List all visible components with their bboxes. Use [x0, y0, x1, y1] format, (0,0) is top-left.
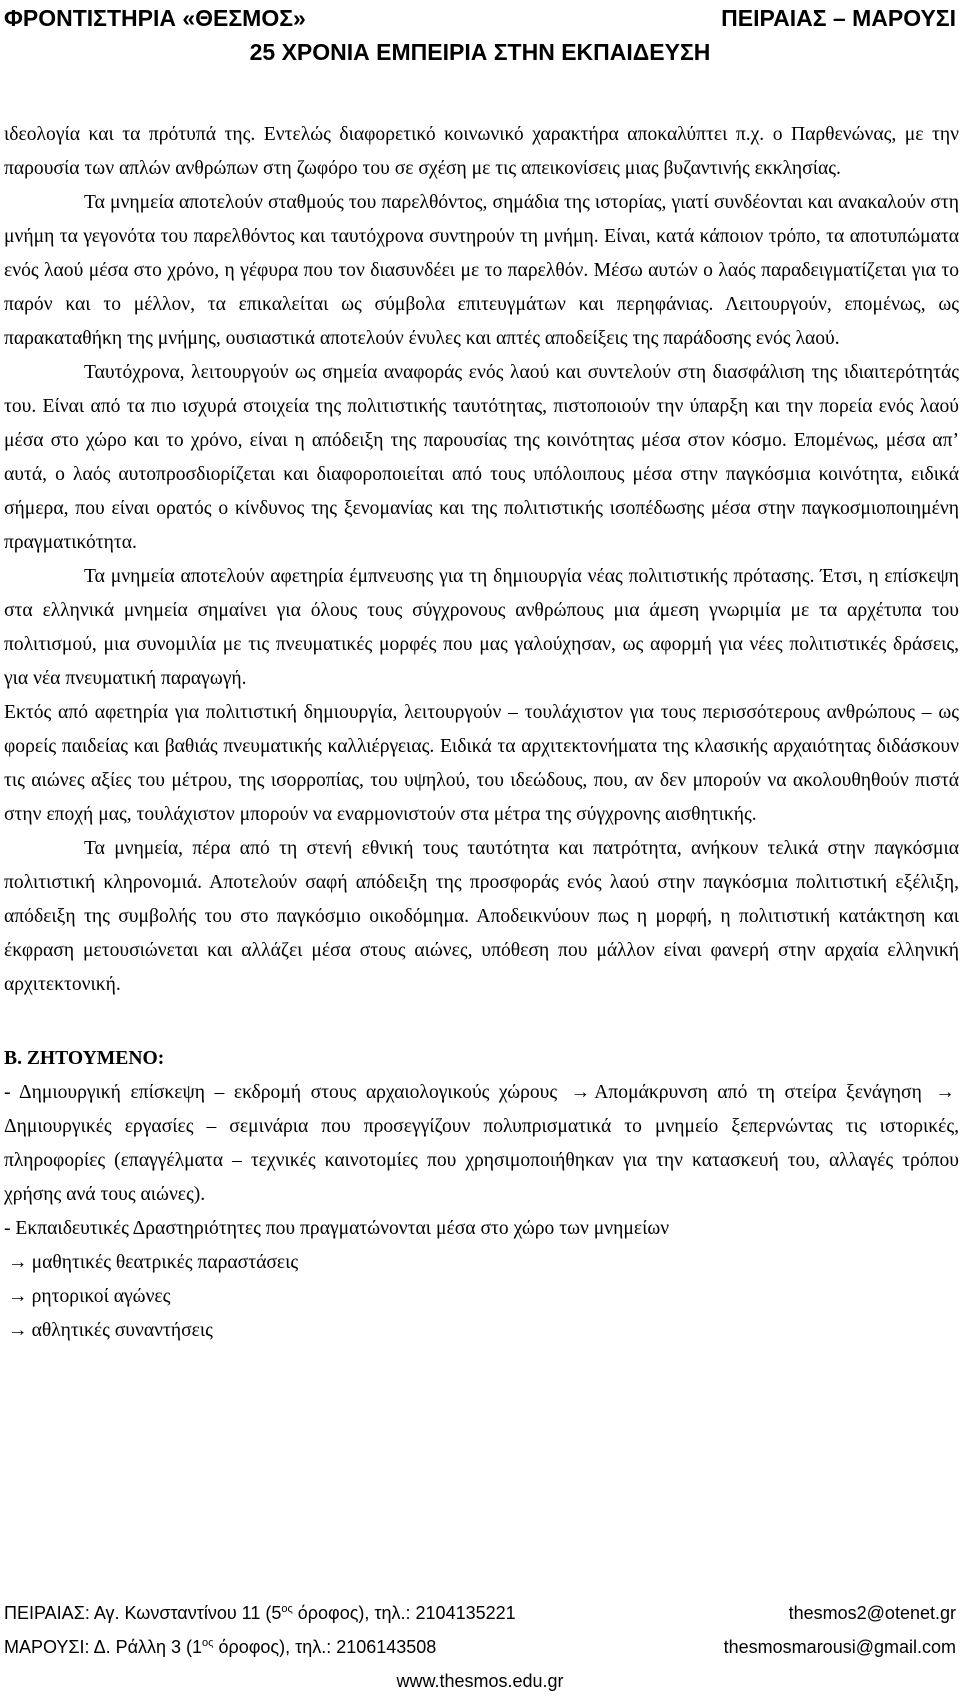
footer-marousi-row	[4, 1637, 956, 1658]
paragraph-reference-points: Ταυτόχρονα, λειτουργούν ως σημεία αναφοράς ενός λαού και συντελούν στη διασφάλιση της ιδιαιτερότητάς του. Είναι από τα πιο ισχυρά στοιχεία της πολιτιστικής ταυτότητας, πιστοποιούν την ύπαρξη και την πορεία ενός λαού μέσα στο χώρο και το χρόνο, είναι η απόδειξη της παρουσίας της κοινότητας μέσα στον κόσμο. Επομένως, μέσα απ’ αυτά, ο λαός αυτοπροσδιορίζεται και διαφοροποιείται από τους υπόλοιπους μέσα στην παγκόσμια κοινότητα, ειδικά σήμερα, που είναι ορατός ο κίνδυνος της ξενομανίας και της πολιτιστικής ισοπέδωσης μέσα στην παγκοσμιοποιημένη πραγματικότητα.	[4, 362, 959, 553]
footer-piraeus-address	[4, 1603, 516, 1624]
footer-website-link[interactable]: www.thesmos.edu.gr	[396, 1671, 564, 1691]
list-item-educational-activities: - Εκπαιδευτικές Δραστηριότητες που πραγματώνονται μέσα στο χώρο των μνημείων	[4, 1218, 670, 1239]
header-subtitle: 25 ΧΡΟΝΙΑ ΕΜΠΕΙΡΙΑ ΣΤΗΝ ΕΚΠΑΙΔΕΥΣΗ	[249, 39, 711, 65]
footer-piraeus-address-a: ΠΕΙΡΑΙΑΣ: Αγ. Κωνσταντίνου 11 (5	[4, 1603, 282, 1623]
arrow-icon: →	[570, 1082, 591, 1103]
page-header	[0, 4, 960, 74]
paragraph-world-heritage: Τα μνημεία, πέρα από τη στενή εθνική τους ταυτότητα και πατρότητα, ανήκουν τελικά στην παγκόσμια πολιτιστική κληρονομιά. Αποτελούν σαφή απόδειξη της προσφοράς ενός λαού στην παγκόσμια πολιτιστική εξέλιξη, απόδειξη της συμβολής του στο παγκόσμιο οικοδόμημα. Αποδεικνύουν πως η μορφή, η πολιτιστική κατάκτηση και έκφραση μετουσιώνεται και αλλάζει μέσα στους αιώνες, υπόθεση που μάλλον είναι φανερή στην αρχαία ελληνική αρχιτεκτονική.	[4, 838, 959, 995]
list-item-creative-visit	[4, 1076, 959, 1212]
footer-piraeus-email[interactable]: thesmos2@otenet.gr	[788, 1603, 956, 1623]
arrow-icon: →	[935, 1082, 955, 1103]
paragraph-education: Εκτός από αφετηρία για πολιτιστική δημιουργία, λειτουργούν – τουλάχιστον για τους περισσότερους ανθρώπους – ως φορείς παιδείας και βαθιάς πνευματικής καλλιέργειας. Ειδικά τα αρχιτεκτονήματα της κλασικής αρχαιότητας διδάσκουν τις αιώνες αξίες του μέτρου, της ισορροπίας, του υψηλού, του ιδεώδους, που, αν δεν μπορούν να ακολουθηθούν πιστά στην εποχή μας, τουλάχιστον μπορούν να εναρμονιστούν στα μέτρα της σύγχρονης αισθητικής.	[4, 702, 959, 825]
creative-workshops-text: Δημιουργικές εργασίες – σεμινάρια που προσεγγίζουν πολυπρισματικά το μνημείο ξεπερνώντας τις ιστορικές, πληροφορίες (επαγγέλματα – τεχνικές καινοτομίες που χρησιμοποιήθηκαν για την κατασκευή του, αλλαγές τρόπου χρήσης ανά τους αιώνες).	[4, 1116, 959, 1205]
sub-item-theatre	[4, 1246, 959, 1280]
document-body	[4, 118, 959, 1348]
footer-marousi-email[interactable]: thesmosmarousi@gmail.com	[723, 1637, 956, 1657]
sub-item-theatre-text: μαθητικές θεατρικές παραστάσεις	[31, 1252, 299, 1273]
footer-marousi-address	[4, 1637, 436, 1658]
header-brand: ΦΡΟΝΤΙΣΤΗΡΙΑ «ΘΕΣΜΟΣ»	[4, 5, 306, 31]
footer-piraeus-address-b: όροφος), τηλ.: 2104135221	[292, 1603, 516, 1623]
footer-marousi-address-a: ΜΑΡΟΥΣΙ: Δ. Ράλλη 3 (1	[4, 1637, 203, 1657]
section-heading: Β. ΖΗΤΟΥΜΕΝΟ:	[4, 1048, 165, 1069]
section-gap	[4, 1002, 959, 1042]
arrow-icon: →	[8, 1252, 28, 1273]
footer-website-row	[4, 1671, 956, 1692]
arrow-icon: →	[8, 1286, 28, 1307]
away-from-guiding-text: Απομάκρυνση από τη στείρα ξενάγηση	[594, 1082, 922, 1103]
footer-marousi-address-b: όροφος), τηλ.: 2106143508	[213, 1637, 437, 1657]
paragraph-monuments-stations: Τα μνημεία αποτελούν σταθμούς του παρελθόντος, σημάδια της ιστορίας, γιατί συνδέονται και ανακαλούν στη μνήμη τα γεγονότα του παρελθόντος και ταυτόχρονα συντηρούν τη μνήμη. Είναι, κατά κάποιον τρόπο, τα αποτυπώματα ενός λαού μέσα στο χρόνο, η γέφυρα που τον διασυνδέει με το παρελθόν. Μέσω αυτών ο λαός παραδειγματίζεται για το παρόν και το μέλλον, τα επικαλείται ως σύμβολα επιτευγμάτων και περηφάνιας. Λειτουργούν, επομένως, ως παρακαταθήκη της μνήμης, ουσιαστικά αποτελούν ένυλες και απτές αποδείξεις της παράδοσης ενός λαού.	[4, 192, 959, 349]
footer-piraeus-floor-sup: ος	[281, 1603, 293, 1615]
page-footer	[0, 1603, 960, 1708]
creative-visit-text: - Δημιουργική επίσκεψη – εκδρομή στους αρχαιολογικούς χώρους	[4, 1082, 558, 1103]
paragraph-continuation: ιδεολογία και τα πρότυπά της. Εντελώς διαφορετικό κοινωνικό χαρακτήρα αποκαλύπτει π.χ. ο Παρθενώνας, με την παρουσία των απλών ανθρώπων στη ζωφόρο του σε σχέση με τις απεικονίσεις μιας βυζαντινής εκκλησίας.	[4, 124, 959, 179]
footer-piraeus-row	[4, 1603, 956, 1624]
sub-item-rhetoric-text: ρητορικοί αγώνες	[31, 1286, 171, 1307]
sub-item-rhetoric	[4, 1280, 959, 1314]
footer-marousi-floor-sup: ος	[202, 1637, 214, 1649]
header-locations: ΠΕΙΡΑΙΑΣ – ΜΑΡΟΥΣΙ	[721, 5, 956, 31]
sub-item-athletics	[4, 1314, 959, 1348]
header-top-row	[4, 4, 956, 32]
sub-item-athletics-text: αθλητικές συναντήσεις	[31, 1320, 213, 1341]
arrow-icon: →	[8, 1320, 28, 1341]
paragraph-inspiration: Τα μνημεία αποτελούν αφετηρία έμπνευσης για τη δημιουργία νέας πολιτιστικής πρότασης. Έτσι, η επίσκεψη στα ελληνικά μνημεία σημαίνει για όλους τους σύγχρονους ανθρώπους μια άμεση γνωριμία με τα αρχέτυπα του πολιτισμού, μια συνομιλία με τις πνευματικές μορφές που μας γαλούχησαν, ως αφορμή για νέες πολιτιστικές δράσεις, για νέα πνευματική παραγωγή.	[4, 566, 959, 689]
